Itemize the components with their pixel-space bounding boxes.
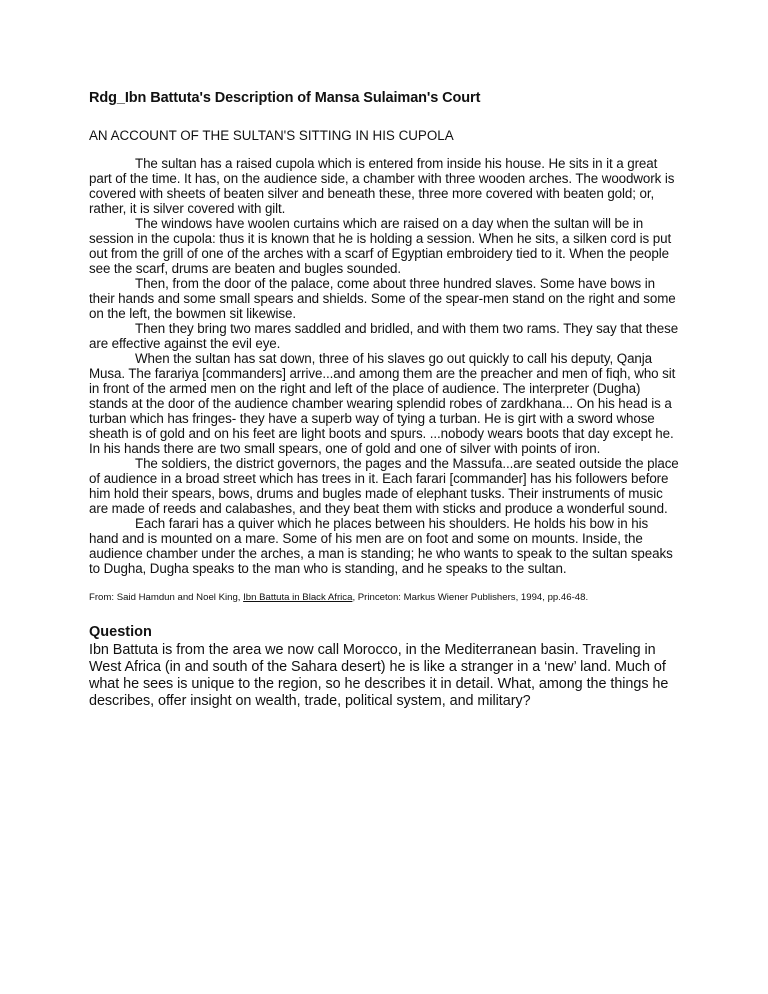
- citation-prefix: From: Said Hamdun and Noel King,: [89, 592, 244, 603]
- section-subtitle: AN ACCOUNT OF THE SULTAN'S SITTING IN HIS CUPOLA: [89, 128, 454, 143]
- paragraph: Then, from the door of the palace, come about three hundred slaves. Some have bows in their hands and some small spears and shields. Some of the spear-men stand on the right and some on the left, the bowmen sit likewise.: [89, 276, 676, 321]
- question-heading: Question: [89, 624, 152, 640]
- citation-book-title: Ibn Battuta in Black Africa: [243, 592, 353, 603]
- source-citation: [89, 591, 681, 604]
- document-page: [89, 88, 681, 710]
- paragraph: The sultan has a raised cupola which is entered from inside his house. He sits in it a great part of the time. It has, on the audience side, a chamber with three wooden arches. The woodwork is covered with sheets of beaten silver and beneath these, three more covered with beaten gold; or, rather, it is silver covered with gilt.: [89, 156, 675, 216]
- paragraph: When the sultan has sat down, three of his slaves go out quickly to call his deputy, Qanja Musa. The farariya [commanders] arrive...and among them are the preacher and men of fiqh, who sit in front of the armed men on the right and left of the place of audience. The interpreter (Dugha) stands at the door of the audience chamber wearing splendid robes of zardkhana... On his head is a turban which has fringes- they have a superb way of tying a turban. He is girt with a sword whose sheath is of gold and on his feet are light boots and spurs. ...nobody wears boots that day except he. In his hands there are two small spears, one of gold and one of silver with points of iron.: [89, 351, 676, 456]
- reading-body: [89, 156, 681, 576]
- paragraph: The soldiers, the district governors, the pages and the Massufa...are seated outside the place of audience in a broad street which has trees in it. Each farari [commander] has his followers before him hold their spears, bows, drums and bugles made of elephant tusks. Their instruments of music are made of reeds and calabashes, and they beat them with sticks and produce a wonderful sound.: [89, 456, 679, 516]
- document-title: Rdg_Ibn Battuta's Description of Mansa Sulaiman's Court: [89, 90, 481, 106]
- citation-suffix: , Princeton: Markus Wiener Publishers, 1994, pp.46-48.: [352, 592, 589, 603]
- paragraph: Each farari has a quiver which he places between his shoulders. He holds his bow in his hand and is mounted on a mare. Some of his men are on foot and some on mounts. Inside, the audience chamber under the arches, a man is standing; he who wants to speak to the sultan speaks to Dugha, Dugha speaks to the man who is standing, and he speaks to the sultan.: [89, 516, 673, 576]
- question-text: Ibn Battuta is from the area we now call Morocco, in the Mediterranean basin. Traveling in West Africa (in and south of the Sahara desert) he is like a stranger in a ‘new’ land. Much of what he sees is unique to the region, so he describes it in detail. What, among the things he describes, offer insight on wealth, trade, political system, and military?: [89, 642, 669, 709]
- paragraph: The windows have woolen curtains which are raised on a day when the sultan will be in session in the cupola: thus it is known that he is holding a session. When he sits, a silken cord is put out from the grill of one of the arches with a scarf of Egyptian embroidery tied to it. When the people see the scarf, drums are beaten and bugles sounded.: [89, 216, 672, 276]
- paragraph: Then they bring two mares saddled and bridled, and with them two rams. They say that these are effective against the evil eye.: [89, 321, 679, 351]
